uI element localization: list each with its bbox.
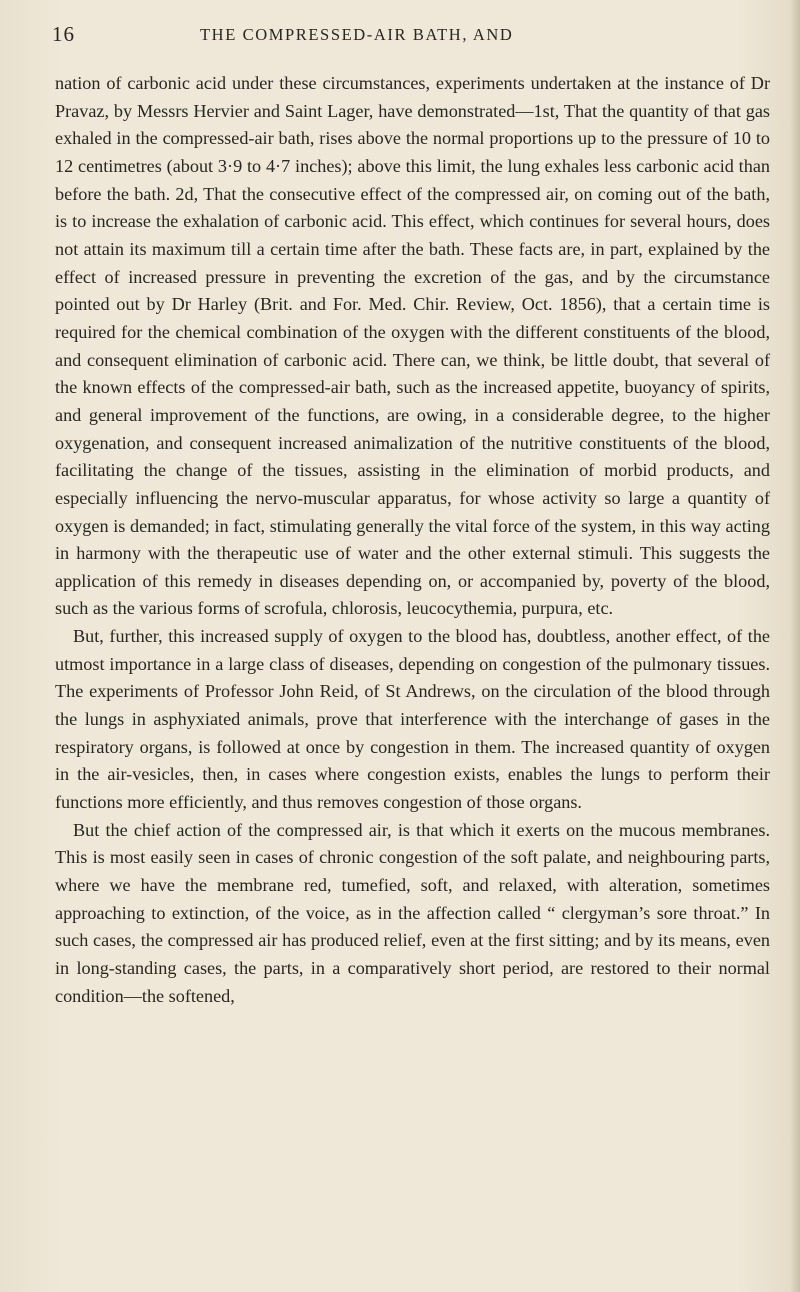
page-number: 16 — [52, 22, 75, 46]
page-edge-shadow — [790, 0, 800, 1292]
paragraph-oxygen-supply: But, further, this increased supply of oxygen to the blood has, doubtless, another effect, of the utmost importance in a large class of diseases, depending on congestion of the pulmonary tissues. The experiments of Professor John Reid, of St Andrews, on the circulation of the blood through the lungs in asphyxiated animals, prove that interference with the interchange of gases in the respiratory organs, is followed at once by congestion in them. The increased quantity of oxygen in the air-vesicles, then, in cases where congestion exists, enables the lungs to perform their functions more efficiently, and thus removes congestion of those organs. — [55, 626, 770, 813]
paragraph-continued: nation of carbonic acid under these circumstances, experiments undertaken at the instance of Dr Pravaz, by Messrs Hervier and Saint Lager, have demonstrated—1st, That the quantity of that gas exhaled in the compressed-air bath, rises above the normal proportions up to the pressure of 10 to 12 centimetres (about 3·9 to 4·7 inches); above this limit, the lung exhales less carbonic acid than before the bath. 2d, That the consecutive effect of the compressed air, on coming out of the bath, is to increase the exhalation of carbonic acid. This effect, which continues for several hours, does not attain its maximum till a certain time after the bath. These facts are, in part, explained by the effect of increased pressure in preventing the excretion of the gas, and by the circumstance pointed out by Dr Harley (Brit. and For. Med. Chir. Review, Oct. 1856), that a certain time is required for the chemical combination of the oxygen with the different constituents of the blood, and consequent elimination of carbonic acid. There can, we think, be little doubt, that several of the known effects of the compressed-air bath, such as the increased appetite, buoyancy of spirits, and general improvement of the functions, are owing, in a considerable degree, to the higher oxygenation, and consequent increased animalization of the nutritive constituents of the blood, facilitating the change of the tissues, assisting in the elimination of morbid products, and especially influencing the nervo-muscular apparatus, for whose activity so large a quantity of oxygen is demanded; in fact, stimulating generally the vital force of the system, in this way acting in harmony with the therapeutic use of water and the other external stimuli. This suggests the application of this remedy in diseases depending on, or accompanied by, poverty of the blood, such as the various forms of scrofula, chlorosis, leucocythemia, purpura, etc. — [55, 73, 770, 619]
paragraph-mucous-membranes: But the chief action of the compressed air, is that which it exerts on the mucous membranes. This is most easily seen in cases of chronic congestion of the soft palate, and neighbouring parts, where we have the membrane red, tumefied, soft, and relaxed, with alteration, sometimes approaching to extinction, of the voice, as in the affection called “ clergyman’s sore throat.” In such cases, the compressed air has produced relief, even at the first sitting; and by its means, even in long-standing cases, the parts, in a comparatively short period, are restored to their normal condition—the softened, — [55, 819, 770, 1006]
body-text — [55, 70, 770, 1010]
page-header — [52, 22, 752, 52]
running-title: THE COMPRESSED-AIR BATH, AND — [200, 25, 514, 44]
